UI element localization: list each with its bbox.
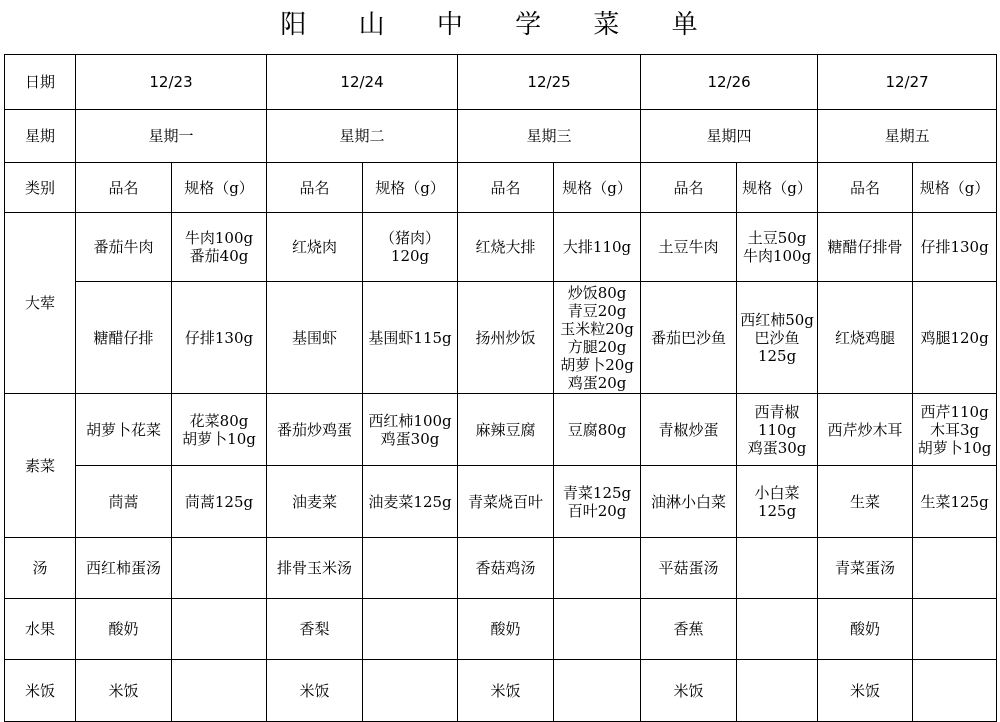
dish-name: 红烧鸡腿 [818, 282, 913, 394]
rice-spec [172, 660, 267, 722]
dish-name: 番茄牛肉 [76, 213, 172, 282]
date-cell: 12/25 [458, 55, 641, 110]
fruit-name: 香梨 [267, 599, 363, 660]
dish-name: 扬州炒饭 [458, 282, 554, 394]
fruit-spec [554, 599, 641, 660]
weekday-cell: 星期四 [641, 110, 818, 163]
soup-name: 青菜蛋汤 [818, 538, 913, 599]
dish-name: 基围虾 [267, 282, 363, 394]
dish-name: 番茄炒鸡蛋 [267, 394, 363, 466]
dish-spec: 青菜125g 百叶20g [554, 466, 641, 538]
dish-name: 生菜 [818, 466, 913, 538]
dish-spec: 牛肉100g 番茄40g [172, 213, 267, 282]
spec-header: 规格（g） [554, 163, 641, 213]
category-fruit: 水果 [5, 599, 76, 660]
spec-header: 规格（g） [737, 163, 818, 213]
soup-spec [172, 538, 267, 599]
date-cell: 12/26 [641, 55, 818, 110]
dish-spec: 基围虾115g [363, 282, 458, 394]
veg-row-2 [5, 466, 997, 538]
rice-spec [913, 660, 997, 722]
dish-name: 胡萝卜花菜 [76, 394, 172, 466]
meat-row-1 [5, 213, 997, 282]
dish-name: 西芹炒木耳 [818, 394, 913, 466]
spec-header: 规格（g） [363, 163, 458, 213]
dish-spec: 西红柿100g 鸡蛋30g [363, 394, 458, 466]
weekday-cell: 星期三 [458, 110, 641, 163]
dish-spec: 小白菜125g [737, 466, 818, 538]
dish-spec: 仔排130g [172, 282, 267, 394]
category-meat: 大荤 [5, 213, 76, 394]
date-cell: 12/27 [818, 55, 997, 110]
category-veg: 素菜 [5, 394, 76, 538]
date-row [5, 55, 997, 110]
date-label: 日期 [5, 55, 76, 110]
dish-spec: 花菜80g 胡萝卜10g [172, 394, 267, 466]
dish-name: 油淋小白菜 [641, 466, 737, 538]
soup-name: 排骨玉米汤 [267, 538, 363, 599]
date-cell: 12/23 [76, 55, 267, 110]
rice-name: 米饭 [267, 660, 363, 722]
soup-row [5, 538, 997, 599]
fruit-name: 酸奶 [818, 599, 913, 660]
dish-spec: （猪肉） 120g [363, 213, 458, 282]
name-header: 品名 [458, 163, 554, 213]
soup-spec [737, 538, 818, 599]
category-rice: 米饭 [5, 660, 76, 722]
dish-spec: 茼蒿125g [172, 466, 267, 538]
soup-name: 平菇蛋汤 [641, 538, 737, 599]
soup-spec [554, 538, 641, 599]
dish-name: 红烧肉 [267, 213, 363, 282]
fruit-spec [913, 599, 997, 660]
menu-table [4, 54, 997, 722]
category-soup: 汤 [5, 538, 76, 599]
dish-name: 红烧大排 [458, 213, 554, 282]
dish-name: 糖醋仔排 [76, 282, 172, 394]
weekday-row [5, 110, 997, 163]
column-header-row [5, 163, 997, 213]
fruit-spec [363, 599, 458, 660]
fruit-spec [172, 599, 267, 660]
spec-header: 规格（g） [172, 163, 267, 213]
name-header: 品名 [818, 163, 913, 213]
dish-spec: 大排110g [554, 213, 641, 282]
name-header: 品名 [267, 163, 363, 213]
dish-spec: 西芹110g 木耳3g 胡萝卜10g [913, 394, 997, 466]
soup-spec [913, 538, 997, 599]
rice-name: 米饭 [76, 660, 172, 722]
dish-name: 土豆牛肉 [641, 213, 737, 282]
rice-name: 米饭 [818, 660, 913, 722]
dish-spec: 西红柿50g 巴沙鱼125g [737, 282, 818, 394]
fruit-name: 香蕉 [641, 599, 737, 660]
rice-row [5, 660, 997, 722]
veg-row-1 [5, 394, 997, 466]
meat-row-2 [5, 282, 997, 394]
weekday-cell: 星期五 [818, 110, 997, 163]
dish-name: 青椒炒蛋 [641, 394, 737, 466]
rice-spec [363, 660, 458, 722]
rice-spec [554, 660, 641, 722]
rice-name: 米饭 [458, 660, 554, 722]
dish-name: 青菜烧百叶 [458, 466, 554, 538]
fruit-spec [737, 599, 818, 660]
date-cell: 12/24 [267, 55, 458, 110]
weekday-cell: 星期一 [76, 110, 267, 163]
dish-name: 麻辣豆腐 [458, 394, 554, 466]
soup-name: 香菇鸡汤 [458, 538, 554, 599]
dish-spec: 仔排130g [913, 213, 997, 282]
dish-name: 油麦菜 [267, 466, 363, 538]
dish-spec: 炒饭80g 青豆20g 玉米粒20g 方腿20g 胡萝卜20g 鸡蛋20g [554, 282, 641, 394]
soup-spec [363, 538, 458, 599]
spec-header: 规格（g） [913, 163, 997, 213]
dish-name: 番茄巴沙鱼 [641, 282, 737, 394]
rice-spec [737, 660, 818, 722]
rice-name: 米饭 [641, 660, 737, 722]
dish-spec: 豆腐80g [554, 394, 641, 466]
category-header: 类别 [5, 163, 76, 213]
name-header: 品名 [641, 163, 737, 213]
weekday-label: 星期 [5, 110, 76, 163]
dish-name: 糖醋仔排骨 [818, 213, 913, 282]
name-header: 品名 [76, 163, 172, 213]
dish-spec: 油麦菜125g [363, 466, 458, 538]
fruit-name: 酸奶 [76, 599, 172, 660]
fruit-row [5, 599, 997, 660]
dish-spec: 土豆50g 牛肉100g [737, 213, 818, 282]
soup-name: 西红柿蛋汤 [76, 538, 172, 599]
weekday-cell: 星期二 [267, 110, 458, 163]
menu-title: 阳 山 中 学 菜 单 [280, 10, 720, 40]
dish-spec: 鸡腿120g [913, 282, 997, 394]
dish-name: 茼蒿 [76, 466, 172, 538]
dish-spec: 生菜125g [913, 466, 997, 538]
dish-spec: 西青椒110g 鸡蛋30g [737, 394, 818, 466]
fruit-name: 酸奶 [458, 599, 554, 660]
